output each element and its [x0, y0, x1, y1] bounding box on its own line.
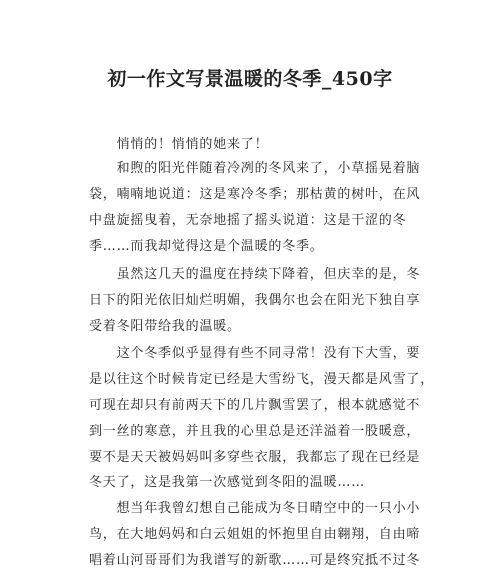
paragraph-line: 悄悄的！悄悄的她来了！	[89, 137, 269, 152]
paragraph-line: 冬天了，这是我第一次感觉到冬阳的温暖……	[89, 475, 366, 490]
paragraph-line: 可现在却只有前两天下的几片飘雪罢了，根本就感觉不	[89, 398, 421, 413]
paragraph-line: 季……而我却觉得这是个温暖的冬季。	[89, 239, 324, 254]
paragraph-line: 中盘旋摇曳着，无奈地摇了摇头说道：这是干涩的冬	[89, 213, 407, 228]
paragraph-line: 这个冬季似乎显得有些不同寻常！没有下大雪，要	[89, 346, 421, 361]
paragraph-line: 想当年我曾幻想自己能成为冬日晴空中的一只小小	[89, 501, 421, 516]
paragraph-line: 和煦的阳光伴随着冷冽的冬风来了，小草摇晃着脑	[89, 161, 421, 176]
paragraph-line: 袋，喃喃地说道：这是寒冷冬季；那枯黄的树叶，在风	[89, 187, 421, 202]
paragraph-line: 到一丝的寒意，并且我的心里总是还洋溢着一股暖意，	[89, 424, 421, 439]
paragraph-line: 日下的阳光依旧灿烂明媚，我偶尔也会在阳光下独自享	[89, 293, 421, 308]
article-title: 初一作文写景温暖的冬季_450字	[107, 68, 393, 90]
paragraph-line: 要不是天天被妈妈叫多穿些衣服，我都忘了现在已经是	[89, 450, 421, 465]
paragraph-line: 受着冬阳带给我的温暖。	[89, 319, 241, 334]
paragraph-line: 是以往这个时候肯定已经是大雪纷飞，漫天都是风雪了，	[89, 372, 435, 387]
paragraph-line: 唱着山河哥哥们为我谱写的新歌……可是终究抵不过冬	[89, 553, 421, 568]
paragraph-line: 鸟，在大地妈妈和白云姐姐的怀抱里自由翱翔，自由啼	[89, 527, 421, 542]
paragraph-line: 虽然这几天的温度在持续下降着，但庆幸的是，冬	[89, 267, 421, 282]
